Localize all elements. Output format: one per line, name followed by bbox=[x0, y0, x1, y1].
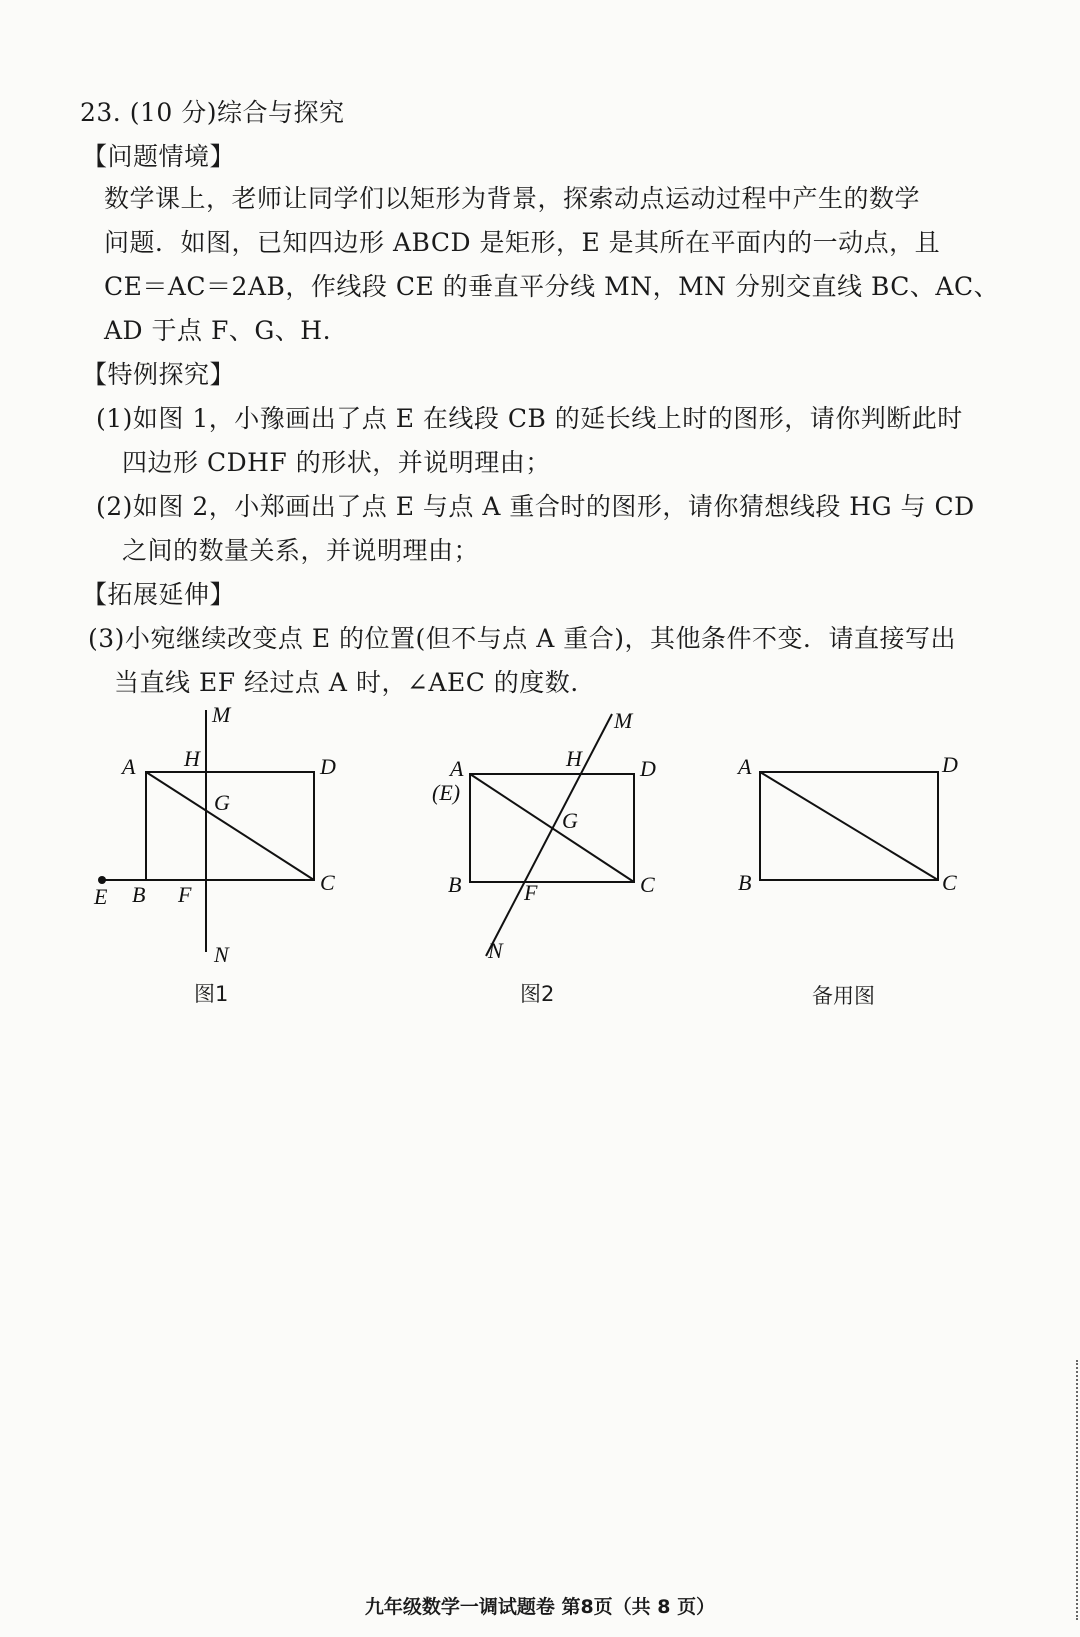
question-1-line-1: (1)如图 1，小豫画出了点 E 在线段 CB 的延长线上时的图形，请你判断此时 bbox=[96, 404, 963, 433]
section-heading-extension: 【拓展延伸】 bbox=[82, 580, 236, 609]
fig2-label-d: D bbox=[640, 756, 656, 781]
figure-3-caption: 备用图 bbox=[812, 984, 875, 1008]
section-heading-special: 【特例探究】 bbox=[82, 360, 236, 389]
fig1-diagonal-ac bbox=[146, 772, 314, 880]
fig1-label-h: H bbox=[184, 746, 200, 771]
fig2-label-g: G bbox=[562, 808, 578, 833]
page-footer: 九年级数学一调试题卷 第8页（共 8 页） bbox=[364, 1596, 716, 1618]
figure-2-caption: 图2 bbox=[520, 982, 555, 1006]
problem-number: 23. bbox=[80, 98, 122, 127]
fig3-label-d: D bbox=[942, 752, 958, 777]
context-line-2: 问题．如图，已知四边形 ABCD 是矩形，E 是其所在平面内的一动点，且 bbox=[104, 228, 941, 257]
question-3-line-1: (3)小宛继续改变点 E 的位置(但不与点 A 重合)，其他条件不变．请直接写出 bbox=[88, 624, 957, 653]
figure-1-caption: 图1 bbox=[194, 982, 229, 1006]
section-heading-context: 【问题情境】 bbox=[82, 142, 236, 171]
fig1-point-e bbox=[98, 876, 106, 884]
figure-1 bbox=[80, 700, 360, 970]
fig1-label-d: D bbox=[320, 754, 336, 779]
fig2-label-a: A bbox=[450, 756, 464, 781]
problem-score: (10 分) bbox=[129, 98, 217, 127]
fig2-label-n: N bbox=[488, 938, 503, 963]
problem-title: 综合与探究 bbox=[216, 98, 345, 127]
fig1-label-c: C bbox=[320, 870, 335, 895]
figure-2 bbox=[426, 700, 686, 970]
fig1-label-g: G bbox=[214, 790, 230, 815]
fig2-label-m: M bbox=[614, 708, 633, 733]
context-line-3: CE＝AC＝2AB，作线段 CE 的垂直平分线 MN，MN 分别交直线 BC、AC、 bbox=[104, 272, 1000, 301]
context-line-1: 数学课上，老师让同学们以矩形为背景，探索动点运动过程中产生的数学 bbox=[104, 184, 921, 213]
fig2-line-mn bbox=[486, 714, 612, 956]
fig1-label-f: F bbox=[178, 882, 192, 907]
fig3-diagonal-ac bbox=[760, 772, 938, 880]
fig2-label-h: H bbox=[566, 746, 582, 771]
context-line-4: AD 于点 F、G、H. bbox=[104, 316, 332, 345]
question-3-line-2: 当直线 EF 经过点 A 时，∠AEC 的度数. bbox=[114, 668, 579, 697]
question-2-line-2: 之间的数量关系，并说明理由； bbox=[122, 536, 480, 565]
page-edge-dots bbox=[1072, 1360, 1078, 1620]
fig3-label-c: C bbox=[942, 870, 957, 895]
fig2-label-c: C bbox=[640, 872, 655, 897]
fig1-label-e: E bbox=[94, 884, 108, 909]
figure-3 bbox=[720, 740, 980, 900]
fig3-label-b: B bbox=[738, 870, 752, 895]
fig2-label-f: F bbox=[524, 880, 538, 905]
question-2-line-1: (2)如图 2，小郑画出了点 E 与点 A 重合时的图形，请你猜想线段 HG 与 CD bbox=[96, 492, 975, 521]
fig1-label-b: B bbox=[132, 882, 146, 907]
fig1-label-a: A bbox=[122, 754, 136, 779]
problem-header bbox=[80, 96, 345, 130]
fig2-label-e: (E) bbox=[432, 780, 461, 805]
fig3-label-a: A bbox=[738, 754, 752, 779]
question-1-line-2: 四边形 CDHF 的形状，并说明理由； bbox=[122, 448, 551, 477]
fig1-label-m: M bbox=[212, 702, 231, 727]
fig1-label-n: N bbox=[214, 942, 229, 967]
fig2-label-b: B bbox=[448, 872, 462, 897]
